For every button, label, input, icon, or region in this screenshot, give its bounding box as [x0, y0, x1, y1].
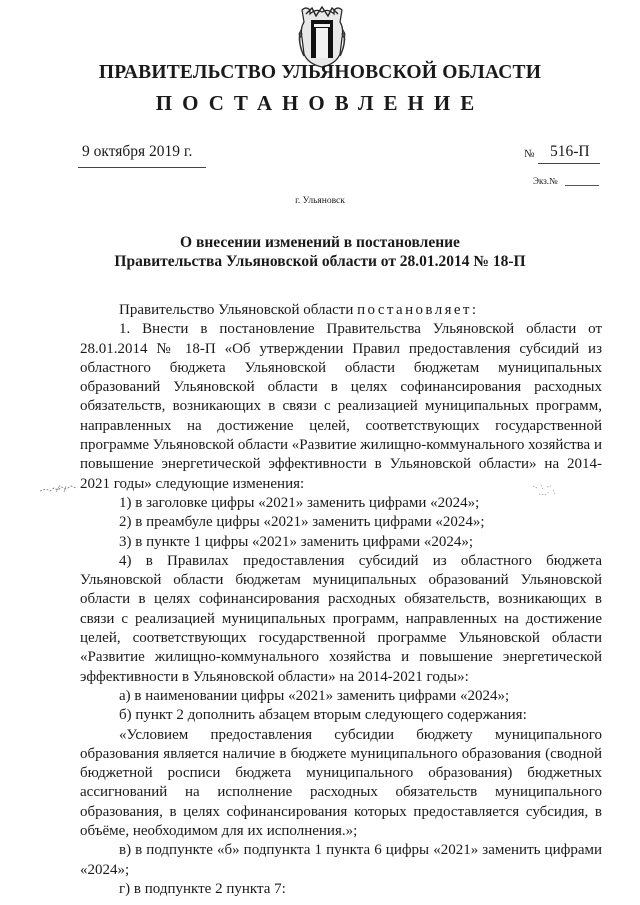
subitem-g: г) в подпункте 2 пункта 7:: [119, 880, 286, 897]
document-body: [80, 301, 602, 899]
title-line-1: О внесении изменений в постановление: [180, 234, 460, 251]
margin-scribble-left: [38, 482, 78, 496]
subitem-a: а) в наименовании цифры «2021» заменить цифрами «2024»;: [119, 687, 510, 704]
item-2: 2) в преамбуле цифры «2021» заменить цифрами «2024»;: [119, 514, 485, 531]
inserted-quote: «Условием предоставления субсидии бюджету муниципального образования является наличие в бюджете муниципального образования (сводной бюджетной росписи бюджета муниципального образования) бюджетных ассигнований на исполнение расходных обязательств муниципального образования, в целях софинансирования которых предоставляется субсидия, в объёме, необходимом для их исполнения.»;: [80, 726, 602, 840]
intro-paragraph: Правительство Ульяновской области постановляет:: [119, 302, 477, 318]
document-date: 9 октября 2019 г.: [82, 143, 193, 160]
document-title: [0, 233, 640, 271]
title-line-2: Правительства Ульяновской области от 28.01.2014 № 18-П: [114, 253, 526, 270]
copy-number-label: Экз.№: [533, 176, 558, 186]
postanovlyaet-spaced: постановляет: [357, 302, 472, 318]
item-1: 1) в заголовке цифры «2021» заменить цифрами «2024»;: [119, 494, 480, 511]
number-sign: №: [524, 148, 535, 160]
government-name: ПРАВИТЕЛЬСТВО УЛЬЯНОВСКОЙ ОБЛАСТИ: [98, 62, 542, 83]
document-type: ПОСТАНОВЛЕНИЕ: [155, 91, 485, 115]
paragraph-1: 1. Внести в постановление Правительства Ульяновской области от 28.01.2014 № 18-П «Об утверждении Правил предоставления субсидий из областного бюджета Ульяновской области бюджетам муниципальных образований Ульяновской области в целях софинансирования расходных обязательств, возникающих в связи с реализацией муниципальных программ, направленных на достижение целей, соответствующих государственной программе Ульяновской области «Развитие жилищно-коммунального хозяйства и повышение энергетической эффективности в Ульяновской области» на 2014-2021 годы» следующие изменения:: [80, 321, 602, 492]
document-number: 516-П: [550, 143, 590, 160]
subitem-b: б) пункт 2 дополнить абзацем вторым следующего содержания:: [119, 707, 527, 724]
city: г. Ульяновск: [295, 196, 345, 206]
subitem-v: в) в подпункте «б» подпункта 1 пункта 6 цифры «2021» заменить цифрами «2024»;: [80, 842, 602, 878]
item-4: 4) в Правилах предоставления субсидий из областного бюджета Ульяновской области бюджетам муниципальных образований Ульяновской области в целях софинансирования расходных обязательств, возникающих в связи с реализацией муниципальных программ, направленных на достижение целей, соответствующих государственной программе Ульяновской области «Развитие жилищно-коммунального хозяйства и повышение энергетической эффективности в Ульяновской области» на 2014-2021 годы»:: [80, 552, 602, 685]
item-3: 3) в пункте 1 цифры «2021» заменить цифрами «2024»;: [119, 533, 474, 550]
coat-of-arms-emblem: [296, 4, 348, 68]
date-underline: [78, 167, 206, 168]
margin-scribble-right: [531, 482, 557, 498]
copy-number-underline: [565, 185, 599, 186]
number-underline: [538, 163, 600, 164]
